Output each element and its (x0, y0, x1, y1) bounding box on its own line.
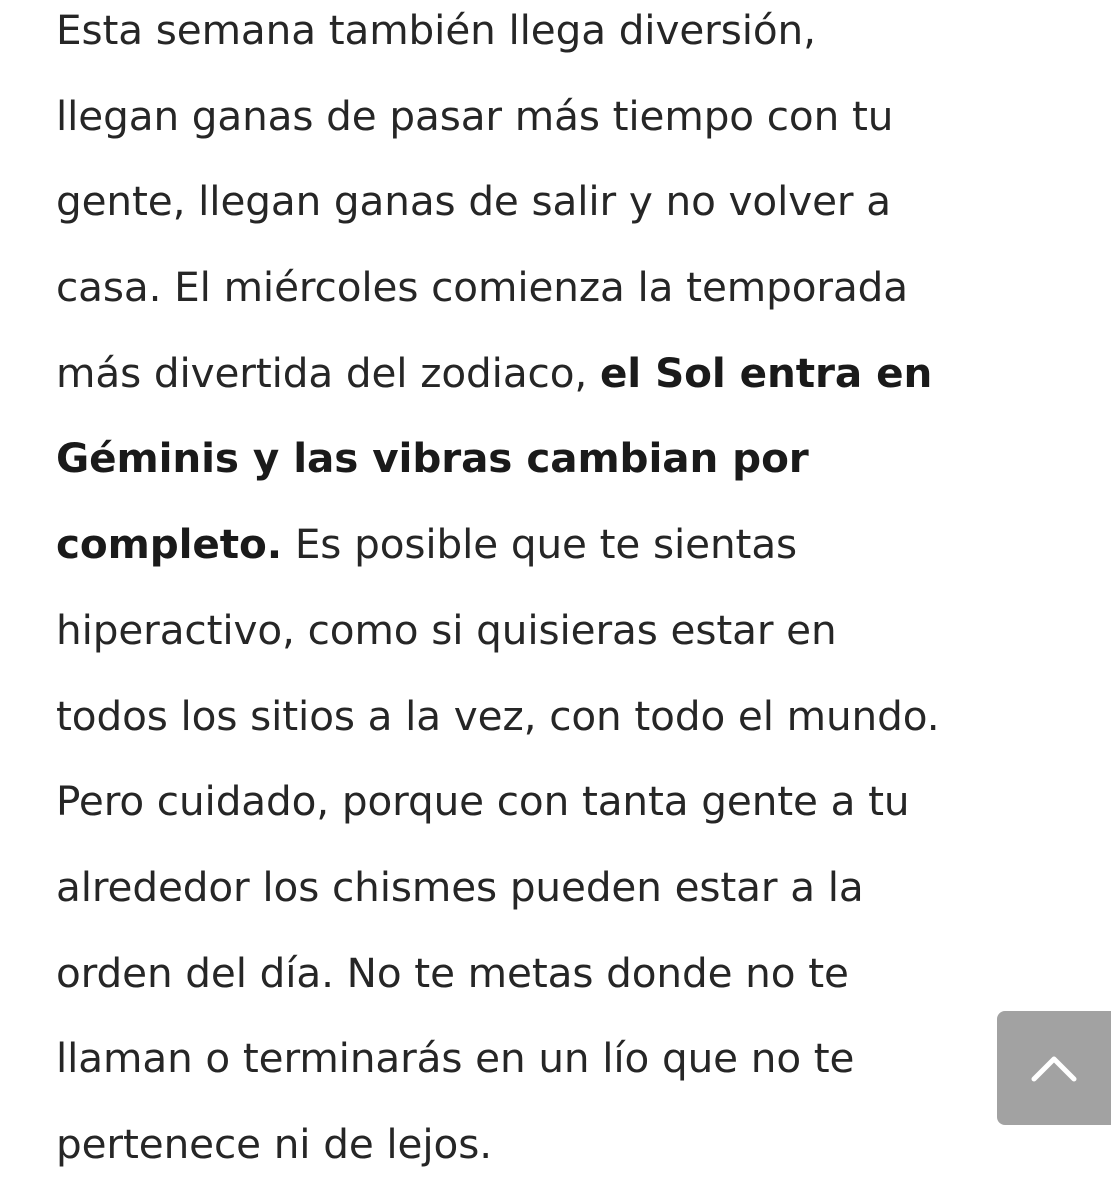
article-line (56, 1114, 1056, 1200)
body-text: llegan ganas de pasar más tiempo con tu (56, 91, 894, 140)
bold-text: Géminis y las vibras cambian por (56, 434, 809, 483)
body-text: Pero cuidado, porque con tanta gente a tu (56, 777, 910, 826)
article-line (56, 857, 1056, 943)
bold-text: completo. (56, 520, 283, 569)
body-text: llaman o terminarás en un lío que no te (56, 1034, 855, 1083)
article-line (56, 343, 1056, 429)
body-text: todos los sitios a la vez, con todo el mundo. (56, 691, 940, 740)
body-text: orden del día. No te metas donde no te (56, 948, 849, 997)
article-line (56, 0, 1056, 86)
article-line (56, 686, 1056, 772)
chevron-up-icon (1030, 1053, 1078, 1083)
article-line (56, 86, 1056, 172)
body-text: alrededor los chismes pueden estar a la (56, 862, 864, 911)
scroll-to-top-button[interactable] (997, 1011, 1111, 1125)
body-text: Esta semana también llega diversión, (56, 6, 816, 54)
article-line (56, 1028, 1056, 1114)
bold-text: el Sol entra en (599, 348, 933, 397)
article-line (56, 514, 1056, 600)
body-text: gente, llegan ganas de salir y no volver a (56, 177, 891, 226)
body-text: hiperactivo, como si quisieras estar en (56, 605, 837, 654)
body-text: casa. El miércoles comienza la temporada (56, 263, 908, 312)
body-text: más divertida del zodiaco, (56, 348, 600, 397)
article-line (56, 600, 1056, 686)
article-line (56, 171, 1056, 257)
body-text: pertenece ni de lejos. (56, 1119, 492, 1168)
article-line (56, 428, 1056, 514)
article-line (56, 257, 1056, 343)
article-line (56, 943, 1056, 1029)
article-line (56, 771, 1056, 857)
article-body (56, 0, 1056, 1200)
body-text: Es posible que te sientas (282, 520, 798, 569)
